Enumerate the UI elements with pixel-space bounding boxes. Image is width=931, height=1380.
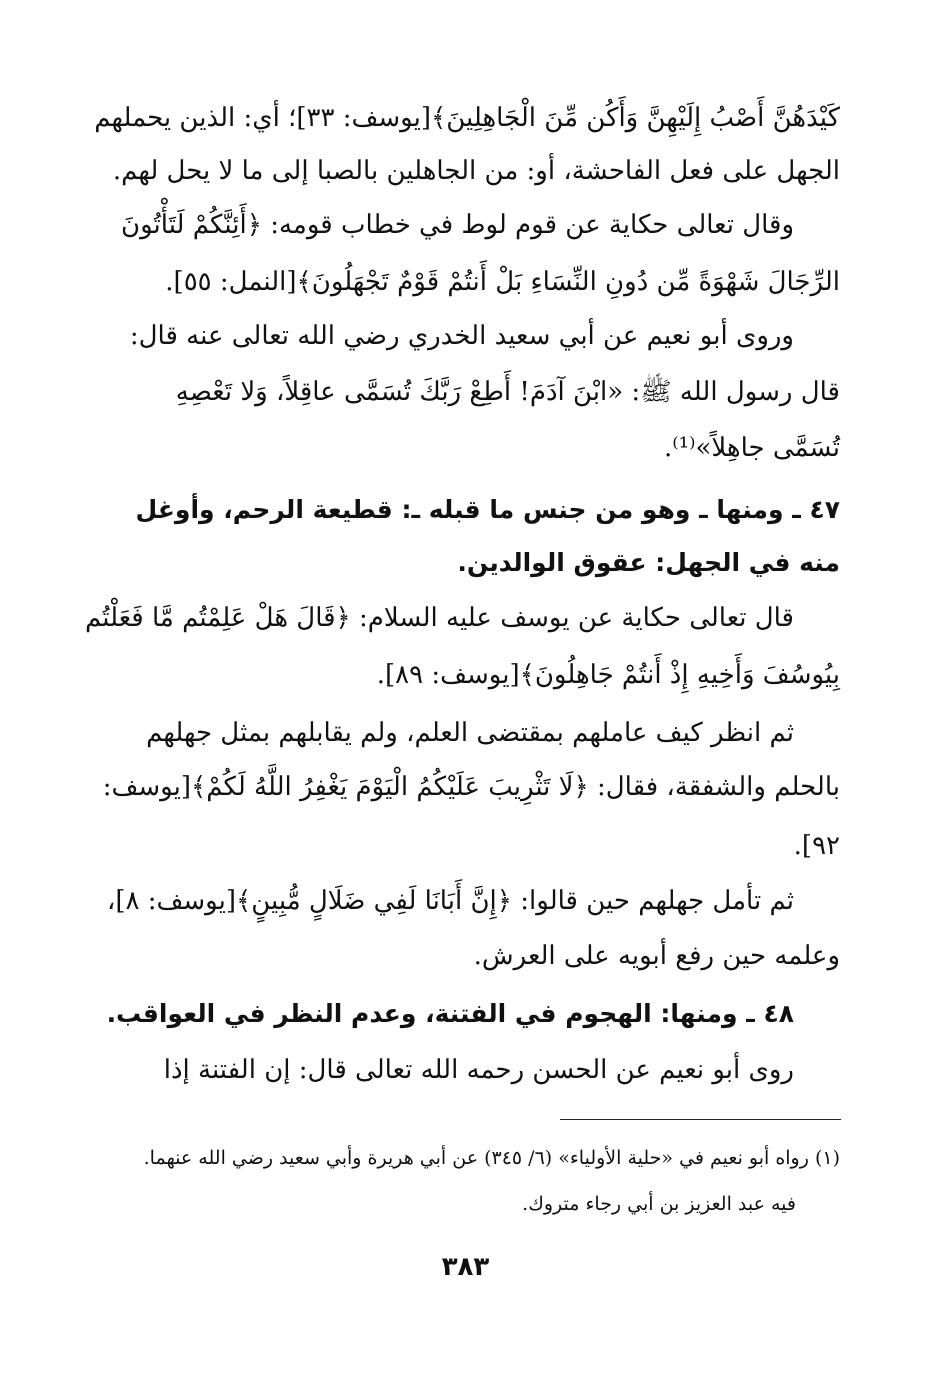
text-line-5: وروى أبو نعيم عن أبي سعيد الخدري رضي الله تعالى عنه قال:: [129, 321, 794, 351]
footnote-divider: [560, 1119, 841, 1120]
text-line-7: تُسَمَّى جاهِلاً»⁽¹⁾.: [663, 433, 840, 463]
text-line-10: قال تعالى حكاية عن يوسف عليه السلام: ﴿قَالَ هَلْ عَلِمْتُم مَّا فَعَلْتُم: [84, 603, 794, 633]
text-line-1: كَيْدَهُنَّ أَصْبُ إِلَيْهِنَّ وَأَكُن مِّنَ الْجَاهِلِينَ﴾[يوسف: ٣٣]؛ أي: الذين يحملهم: [94, 103, 840, 133]
text-line-3: وقال تعالى حكاية عن قوم لوط في خطاب قومه: ﴿أَئِنَّكُمْ لَتَأْتُونَ: [121, 210, 794, 240]
text-line-6: قال رسول الله ﷺ: «ابْنَ آدَمَ! أَطِعْ رَبَّكَ تُسَمَّى عاقِلاً، وَلا تَعْصِهِ: [175, 377, 840, 407]
footnote-1-continuation: فيه عبد العزيز بن أبي رجاء متروك.: [522, 1193, 796, 1215]
text-line-14: ٩٢].: [793, 831, 840, 861]
text-line-4: الرِّجَالَ شَهْوَةً مِّن دُونِ النِّسَاءِ بَلْ أَنتُمْ قَوْمٌ تَجْهَلُونَ﴾[النمل: ٥٥].: [165, 267, 840, 297]
text-line-8: ٤٧ ـ ومنها ـ وهو من جنس ما قبله ـ: قطيعة الرحم، وأوغل: [135, 495, 840, 524]
text-line-12: ثم انظر كيف عاملهم بمقتضى العلم، ولم يقابلهم بمثل جهلهم: [146, 718, 794, 748]
text-line-13: بالحلم والشفقة، فقال: ﴿لَا تَثْرِيبَ عَلَيْكُمُ الْيَوْمَ يَغْفِرُ اللَّهُ لَكُمْ﴾[يوسف:: [102, 772, 840, 802]
text-line-17: ٤٨ ـ ومنها: الهجوم في الفتنة، وعدم النظر في العواقب.: [106, 999, 794, 1028]
text-line-9: منه في الجهل: عقوق الوالدين.: [457, 548, 840, 577]
text-line-18: روى أبو نعيم عن الحسن رحمه الله تعالى قال: إن الفتنة إذا: [163, 1055, 794, 1085]
page-number: ٣٨٣: [441, 1252, 490, 1282]
text-line-11: بِيُوسُفَ وَأَخِيهِ إِذْ أَنتُمْ جَاهِلُونَ﴾[يوسف: ٨٩].: [376, 660, 840, 690]
footnote-1: (١) رواه أبو نعيم في «حلية الأولياء» (٦/ ٣٤٥) عن أبي هريرة وأبي سعيد رضي الله عنهما.: [143, 1147, 840, 1169]
text-line-2: الجهل على فعل الفاحشة، أو: من الجاهلين بالصبا إلى ما لا يحل لهم.: [112, 156, 840, 186]
text-line-16: وعلمه حين رفع أبويه على العرش.: [473, 941, 840, 971]
text-line-15: ثم تأمل جهلهم حين قالوا: ﴿إِنَّ أَبَانَا لَفِي ضَلَالٍ مُّبِينٍ﴾[يوسف: ٨]،: [106, 886, 794, 916]
